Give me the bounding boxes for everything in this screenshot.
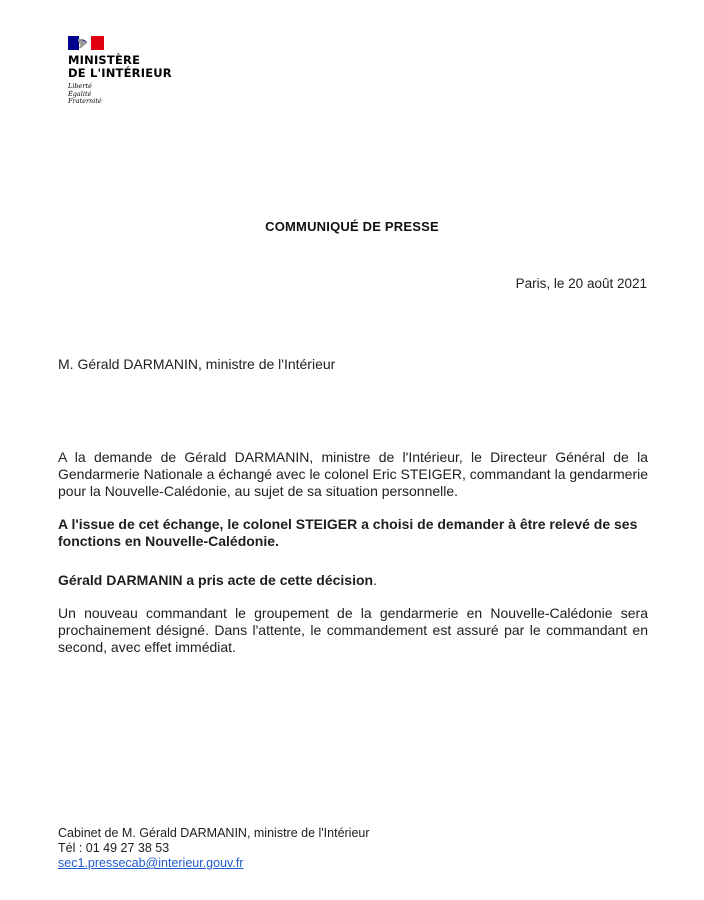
press-contact-footer [58,826,370,871]
cabinet-line: Cabinet de M. Gérald DARMANIN, ministre de l'Intérieur [58,826,370,840]
motto-egalite: Égalité [68,89,92,98]
acknowledgement-bold: Gérald DARMANIN a pris acte de cette décision [58,572,374,588]
press-release-body [58,449,648,656]
ministry-logo [68,36,228,106]
motto-liberte: Liberté [68,82,92,90]
paragraph-acknowledgement [58,572,648,589]
document-date: Paris, le 20 août 2021 [515,276,647,291]
ministry-line-1: MINISTÈRE [68,53,141,67]
motto-fraternite: Fraternité [68,97,102,105]
republic-motto [68,83,228,106]
document-title: COMMUNIQUÉ DE PRESSE [265,219,439,234]
phone-line: Tél : 01 49 27 38 53 [58,841,170,855]
paragraph-replacement: Un nouveau commandant le groupement de la gendarmerie en Nouvelle-Calédonie sera prochainement désigné. Dans l'attente, le commandement est assuré par le commandant en second, avec effet immédiat. [58,605,648,655]
ministry-line-2: DE L'INTÉRIEUR [68,66,172,80]
addressee: M. Gérald DARMANIN, ministre de l'Intérieur [58,356,336,372]
acknowledgement-end: . [373,572,377,588]
paragraph-context: A la demande de Gérald DARMANIN, ministre de l'Intérieur, le Directeur Général de la Gendarmerie Nationale a échangé avec le colonel Eric STEIGER, commandant la gendarmerie pour la Nouvelle-Calédonie, au sujet de sa situation personnelle. [58,449,648,499]
ministry-name [68,54,228,80]
email-link[interactable]: sec1.pressecab@interieur.gouv.fr [58,856,244,870]
marianne-flag-icon [68,36,104,50]
paragraph-decision: A l'issue de cet échange, le colonel STEIGER a choisi de demander à être relevé de ses fonctions en Nouvelle-Calédonie. [58,516,638,549]
